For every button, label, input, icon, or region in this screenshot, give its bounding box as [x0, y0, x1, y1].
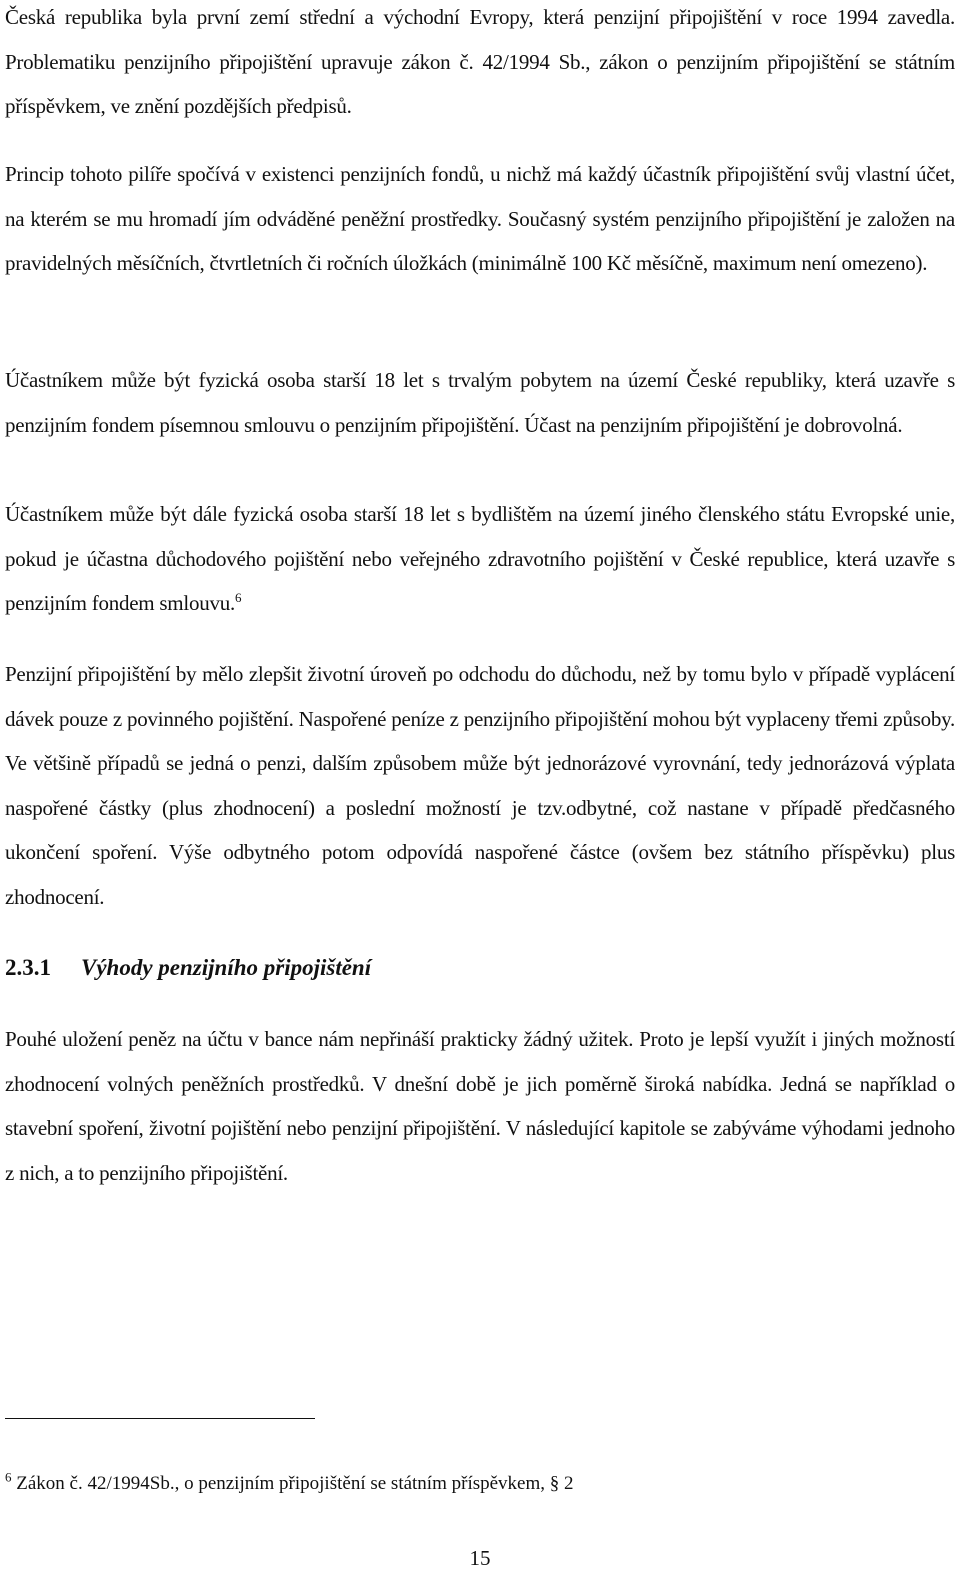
paragraph-principle — [5, 152, 955, 286]
paragraph-participant-eu-text: Účastníkem může být dále fyzická osoba starší 18 let s bydlištěm na území jiného členského státu Evropské unie, pokud je účastna důchodového pojištění nebo veřejného zdravotního pojištění v České republice, která uzavře s penzijním fondem smlouvu. — [5, 502, 955, 615]
paragraph-benefits — [5, 652, 955, 919]
paragraph-participant-eu — [5, 492, 955, 626]
section-heading — [5, 944, 955, 992]
footnote-reference: 6 — [234, 590, 242, 605]
footnote-separator — [5, 1418, 315, 1419]
paragraph-advantages — [5, 1017, 955, 1195]
paragraph-participant-text: Účastníkem může být fyzická osoba starší 18 let s trvalým pobytem na území České republiky, která uzavře s penzijním fondem písemnou smlouvu o penzijním připojištění. Účast na penzijním připojištění je dobrovolná. — [5, 368, 955, 437]
section-number: 2.3.1 — [5, 955, 51, 980]
footnote-text: Zákon č. 42/1994Sb., o penzijním připojištění se státním příspěvkem, § 2 — [16, 1473, 574, 1494]
paragraph-advantages-text: Pouhé uložení peněz na účtu v bance nám nepřináší prakticky žádný užitek. Proto je lepší využít i jiných možností zhodnocení volných peněžních prostředků. V dnešní době je jich poměrně široká nabídka. Jedná se například o stavební spoření, životní pojištění nebo penzijní připojištění. V následující kapitole se zabýváme výhodami jednoho z nich, a to penzijního připojištění. — [5, 1027, 955, 1185]
footnote — [5, 1470, 955, 1498]
section-title: Výhody penzijního připojištění — [81, 955, 372, 980]
paragraph-benefits-text: Penzijní připojištění by mělo zlepšit životní úroveň po odchodu do důchodu, než by tomu bylo v případě vyplácení dávek pouze z povinného pojištění. Naspořené peníze z penzijního připojištění mohou být vyplaceny třemi způsoby. Ve většině případů se jedná o penzi, dalším způsobem může být jednorázové vyrovnání, tedy jednorázová výplata naspořené částky (plus zhodnocení) a poslední možností je tzv.odbytné, což nastane v případě předčasného ukončení spoření. Výše odbytného potom odpovídá naspořené částce (ovšem bez státního příspěvku) plus zhodnocení. — [5, 662, 955, 909]
paragraph-intro-text: Česká republika byla první zemí střední a východní Evropy, která penzijní připojištění v roce 1994 zavedla. Problematiku penzijního připojištění upravuje zákon č. 42/1994 Sb., zákon o penzijním připojištění se státním příspěvkem, ve znění pozdějších předpisů. — [5, 5, 955, 118]
paragraph-principle-text: Princip tohoto pilíře spočívá v existenci penzijních fondů, u nichž má každý účastník připojištění svůj vlastní účet, na kterém se mu hromadí jím odváděné peněžní prostředky. Současný systém penzijního připojištění je založen na pravidelných měsíčních, čtvrtletních či ročních úložkách (minimálně 100 Kč měsíčně, maximum není omezeno). — [5, 162, 955, 275]
paragraph-participant — [5, 358, 955, 447]
paragraph-intro — [5, 0, 955, 129]
footnote-marker: 6 — [5, 1469, 12, 1485]
page-number: 15 — [469, 1546, 491, 1570]
